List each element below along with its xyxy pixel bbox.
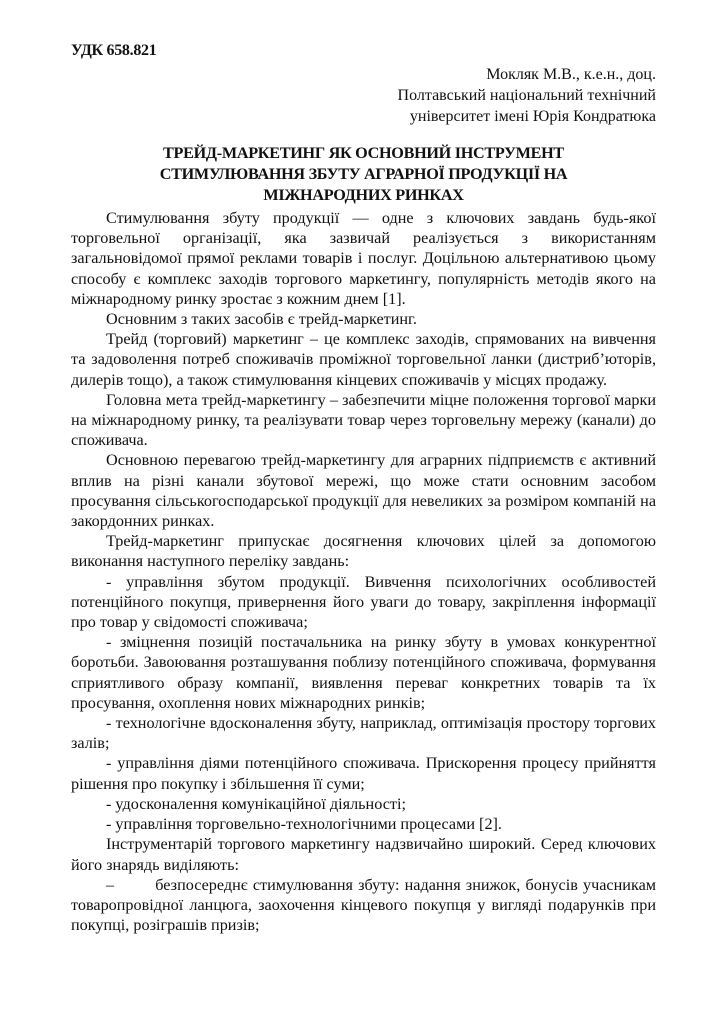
title-line: СТИМУЛЮВАННЯ ЗБУТУ АГРАРНОЇ ПРОДУКЦІЇ НА [159, 165, 568, 183]
paragraph: Трейд (торговий) маркетинг – це комплекс заходів, спрямованих на вивчення та задоволення потреб споживачів проміжної торговельної ланки (дистриб’юторів, дилерів тощо), а також стимулювання кінцевих споживачів у місцях продажу. [71, 330, 656, 389]
paragraph: Основною перевагою трейд-маркетингу для аграрних підприємств є активний вплив на різні канали збутової мережі, що може стати основним засобом просування сільськогосподарської продукції для невеликих за розміром компаній на закордонних ринках. [71, 451, 656, 531]
author-affiliation-1: Полтавський національний технічний [397, 87, 656, 104]
paragraph: Головна мета трейд-маркетингу – забезпечити міцне положення торгової марки на міжнародному ринку, та реалізувати товар через торговельну мережу (канали) до споживача. [71, 390, 656, 450]
list-item: - технологічне вдосконалення збуту, наприклад, оптимізація простору торгових залів; [71, 714, 656, 753]
title-line: МІЖНАРОДНИХ РИНКАХ [263, 186, 464, 204]
title-line: ТРЕЙД-МАРКЕТИНГ ЯК ОСНОВНИЙ ІНСТРУМЕНТ [163, 144, 564, 162]
list-item: - управління збутом продукції. Вивчення психологічних особливостей потенційного покупця, привернення його уваги до товару, закріплення інформації про товар у свідомості споживача; [71, 572, 656, 632]
list-item: - управління діями потенційного споживача. Прискорення процесу прийняття рішення про покупку і збільшення її суми; [71, 754, 656, 793]
udk-code: УДК 658.821 [71, 42, 157, 59]
list-item: - зміцнення позицій постачальника на ринку збуту в умовах конкурентної боротьби. Завоювання розташування поблизу потенційного споживача, формування сприятливого образу компанії, виявлення переваг конкретних товарів та їх просування, охоплення нових міжнародних ринків; [71, 633, 656, 712]
author-affiliation-2: університет імені Юрія Кондратюка [409, 108, 656, 125]
list-item: - управління торговельно-технологічними процесами [2]. [106, 815, 502, 834]
body-text [71, 208, 661, 935]
author-block [398, 64, 656, 127]
paragraph: Стимулювання збуту продукції — одне з ключових завдань будь-якої торговельної організації, яка зазвичай реалізується з використанням загальновідомої прямої реклами товарів і послуг. Доцільною альтернативою цьому способу є комплекс заходів торгового маркетингу, популярність методів якого на міжнародному ринку зростає з кожним днем [1]. [71, 209, 656, 308]
paper-title [71, 143, 656, 206]
paragraph: Інструментарій торгового маркетингу надзвичайно широкий. Серед ключових його знарядь виділяють: [71, 835, 656, 874]
paragraph: Трейд-маркетинг припускає досягнення ключових цілей за допомогою виконання наступного переліку завдань: [71, 532, 656, 571]
list-item: - удосконалення комунікаційної діяльності; [106, 794, 406, 813]
paragraph: Основним з таких засобів є трейд-маркетинг. [106, 310, 417, 329]
list-item: – безпосереднє стимулювання збуту: надання знижок, бонусів учасникам товаропровідної ланцюга, заохочення кінцевого покупця у вигляді подарунків при покупці, розіграшів призів; [71, 875, 661, 935]
author-name: Мокляк М.В., к.е.н., доц. [486, 66, 656, 83]
